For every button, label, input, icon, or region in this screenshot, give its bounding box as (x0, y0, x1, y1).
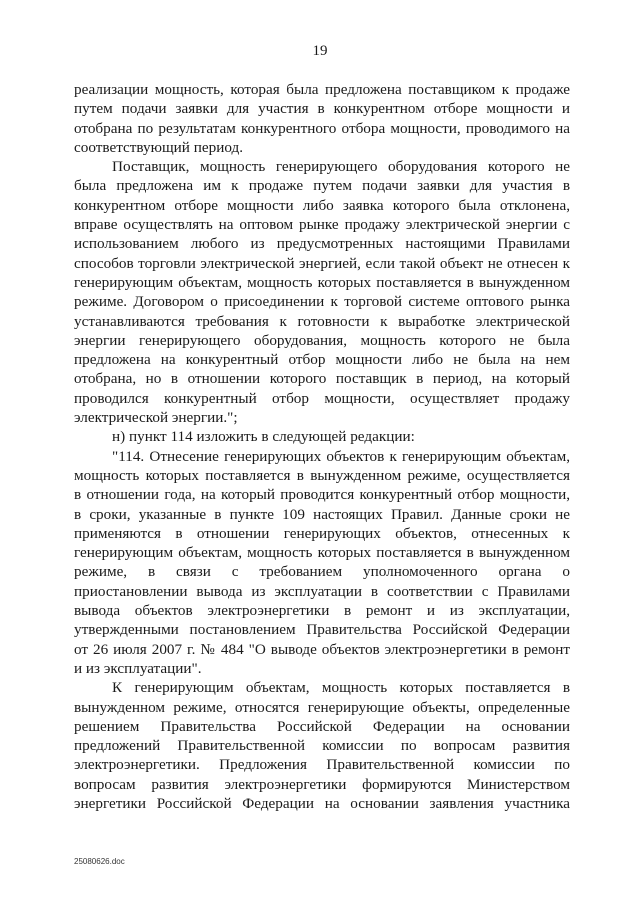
text-line: режиме, в связи с требованием уполномоченного органа о (74, 563, 570, 581)
text-line: н) пункт 114 изложить в следующей редакции: (112, 428, 415, 446)
text-line: от 26 июля 2007 г. № 484 "О выводе объектов электроэнергетики в ремонт (74, 640, 570, 658)
text-line: соответствующий период. (74, 138, 243, 156)
footer-filename: 25080626.doc (74, 857, 125, 866)
text-line: режиме. Договором о присоединении к торговой системе оптового рынка (74, 293, 570, 311)
text-line: применяются в отношении генерирующих объектов, отнесенных к (74, 524, 570, 542)
text-line: К генерирующим объектам, мощность которых поставляется в (112, 679, 570, 697)
document-body (74, 80, 570, 813)
text-line: вывода объектов электроэнергетики в ремонт и из эксплуатации, (74, 602, 570, 620)
page-number: 19 (312, 43, 328, 59)
text-line: предложений Правительственной комиссии по вопросам развития (74, 737, 570, 755)
text-line: использованием любого из предусмотренных настоящими Правилами (74, 235, 570, 253)
text-line: вопросам развития электроэнергетики формируются Министерством (74, 775, 570, 793)
text-line: в отношении года, на который проводится конкурентный отбор мощности, (74, 486, 570, 504)
text-line: вынужденном режиме, относятся генерирующие объекты, определенные (74, 698, 570, 716)
text-line: энергетики Российской Федерации на основании заявления участника (74, 794, 570, 812)
text-line: проводился конкурентный отбор мощности, осуществляет продажу (74, 389, 570, 407)
text-line: Поставщик, мощность генерирующего оборудования которого не (112, 158, 570, 176)
text-line: устанавливаются требования к готовности к выработке электрической (74, 312, 570, 330)
text-line: реализации мощность, которая была предложена поставщиком к продаже (74, 81, 570, 98)
text-line: мощность которых поставляется в вынужденном режиме, осуществляется (74, 466, 570, 484)
text-line: утвержденными постановлением Правительства Российской Федерации (74, 621, 570, 639)
text-line: в сроки, указанные в пункте 109 настоящих Правил. Данные сроки не (74, 505, 570, 523)
text-line: и из эксплуатации". (74, 659, 202, 677)
text-line: "114. Отнесение генерирующих объектов к генерирующим объектам, (112, 447, 570, 465)
text-line: энергии генерирующего оборудования, мощность которого не была (74, 331, 570, 349)
text-line: путем подачи заявки для участия в конкурентном отборе мощности и (74, 100, 570, 118)
text-line: отобрана по результатам конкурентного отбора мощности, проводимого на (74, 119, 570, 137)
text-line: электрической энергии."; (74, 409, 238, 427)
text-line: решением Правительства Российской Федерации на основании (74, 717, 570, 735)
text-line: предложена на конкурентный отбор мощности либо не была на нем (74, 351, 570, 369)
text-line: приостановлении вывода из эксплуатации в соответствии с Правилами (74, 582, 570, 600)
text-line: конкурентном отборе мощности либо заявка которого была отклонена, (74, 196, 570, 214)
text-line: электроэнергетики. Предложения Правительственной комиссии по (74, 756, 570, 774)
text-line: генерирующим объектам, мощность которых поставляется в вынужденном (74, 544, 570, 562)
text-line: способов торговли электрической энергией, если такой объект не отнесен к (74, 254, 570, 272)
text-line: отобрана, но в отношении которого поставщик в период, на который (74, 370, 570, 388)
text-line: была предложена им к продаже путем подачи заявки для участия в (74, 177, 570, 195)
text-line: генерирующим объектам, мощность которых поставляется в вынужденном (74, 273, 570, 291)
text-line: вправе осуществлять на оптовом рынке продажу электрической энергии с (74, 216, 570, 234)
